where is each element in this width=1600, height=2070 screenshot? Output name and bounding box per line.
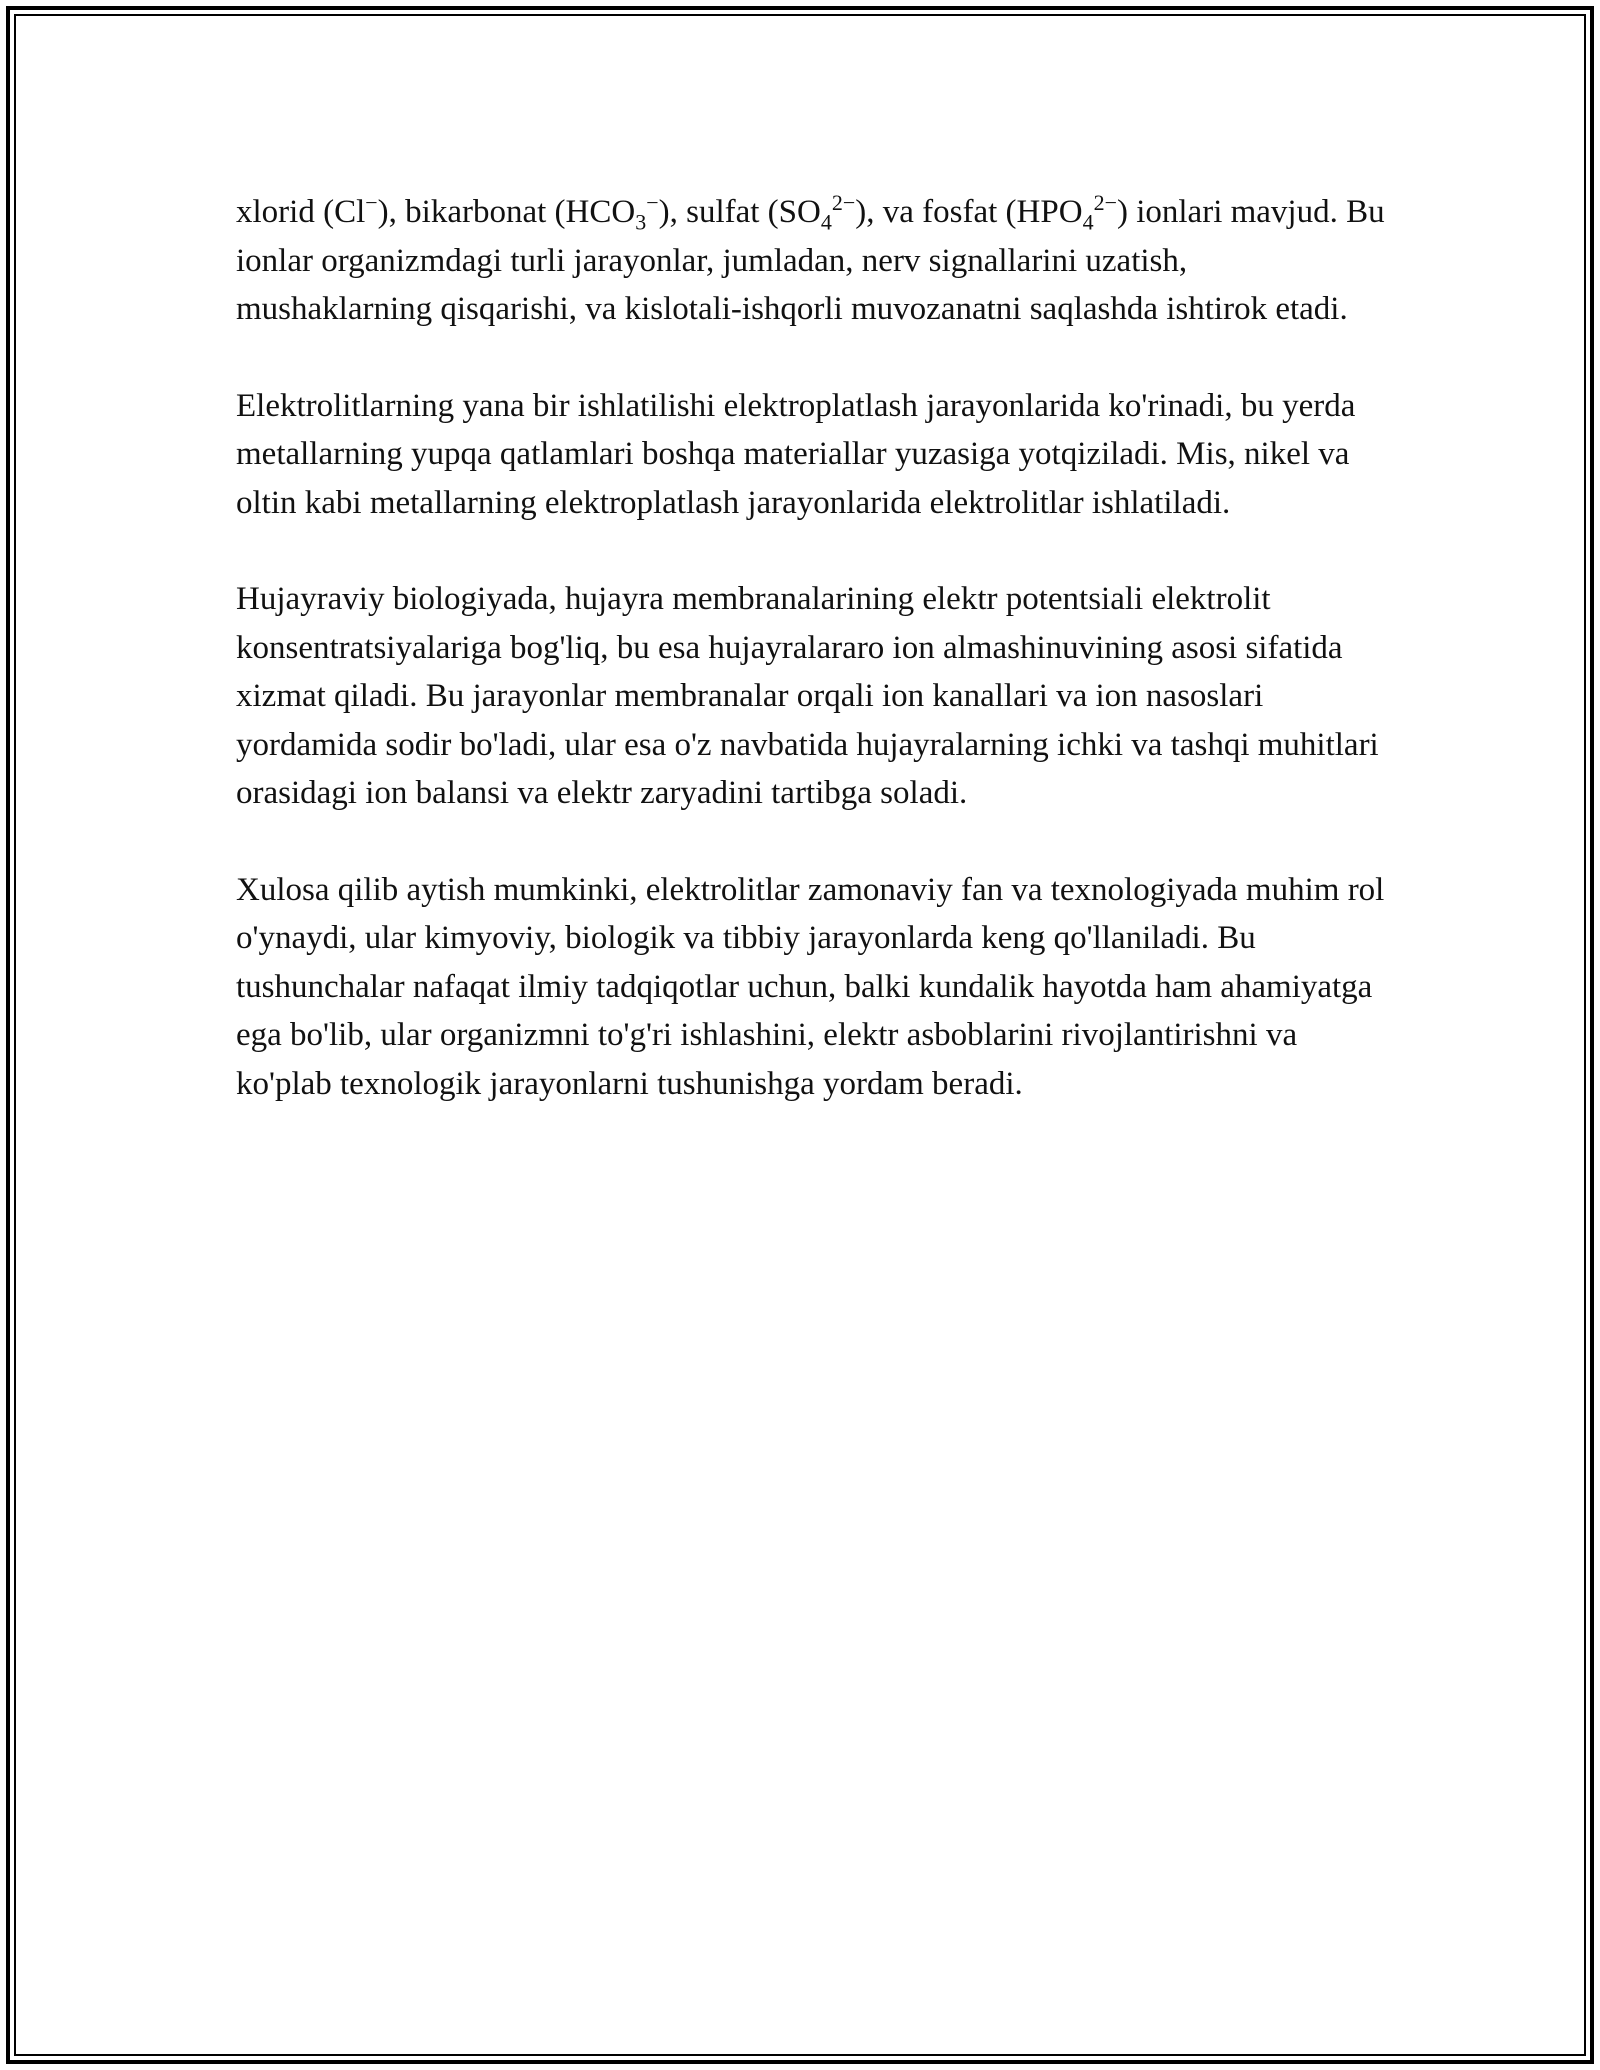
superscript: − [365,190,378,215]
subscript: 4 [820,209,832,235]
subscript: 4 [1082,209,1094,235]
text-segment: ) ionlari mavjud. Bu ionlar organizmdagi turli jarayonlar, jumladan, nerv signallarini uzatish, mushaklarning qisqarishi, va kislotali-ishqorli muvozanatni saqlashda ishtirok etadi. [236,194,1385,327]
text-segment: ), va fosfat (HPO [855,194,1083,230]
paragraph-electroplating [236,382,1386,528]
superscript: 2− [1093,190,1117,215]
superscript: 2− [831,190,856,215]
text-segment: xlorid (Cl [236,194,366,230]
subscript: 3 [635,209,647,235]
document-body [236,188,1386,1156]
paragraph-electrolyte-ions [236,188,1386,334]
paragraph-conclusion [236,866,1386,1109]
text-segment: Hujayraviy biologiyada, hujayra membranalarining elektr potentsiali elektrolit konsentratsiyalariga bog'liq, bu esa hujayralararo ion almashinuvining asosi sifatida xizmat qiladi. Bu jarayonlar membranalar orqali ion kanallari va ion nasoslari yordamida sodir bo'ladi, ular esa o'z navbatida hujayralarning ichki va tashqi muhitlari orasidagi ion balansi va elektr zaryadini tartibga soladi. [236,581,1379,811]
superscript: − [646,190,659,215]
text-segment: Xulosa qilib aytish mumkinki, elektrolitlar zamonaviy fan va texnologiyada muhim rol o'ynaydi, ular kimyoviy, biologik va tibbiy jarayonlarda keng qo'llaniladi. Bu tushunchalar nafaqat ilmiy tadqiqotlar uchun, balki kundalik hayotda ham ahamiyatga ega bo'lib, ular organizmni to'g'ri ishlashini, elektr asboblarini rivojlantirishni va ko'plab texnologik jarayonlarni tushunishga yordam beradi. [236,871,1385,1102]
text-segment: Elektrolitlarning yana bir ishlatilishi elektroplatlash jarayonlarida ko'rinadi, bu yerda metallarning yupqa qatlamlari boshqa materiallar yuzasiga yotqiziladi. Mis, nikel va oltin kabi metallarning elektroplatlash jarayonlarida elektrolitlar ishlatiladi. [236,387,1356,521]
text-segment: ), sulfat (SO [658,194,821,230]
text-segment: ), bikarbonat (HCO [377,194,636,230]
paragraph-cell-biology [236,575,1386,818]
